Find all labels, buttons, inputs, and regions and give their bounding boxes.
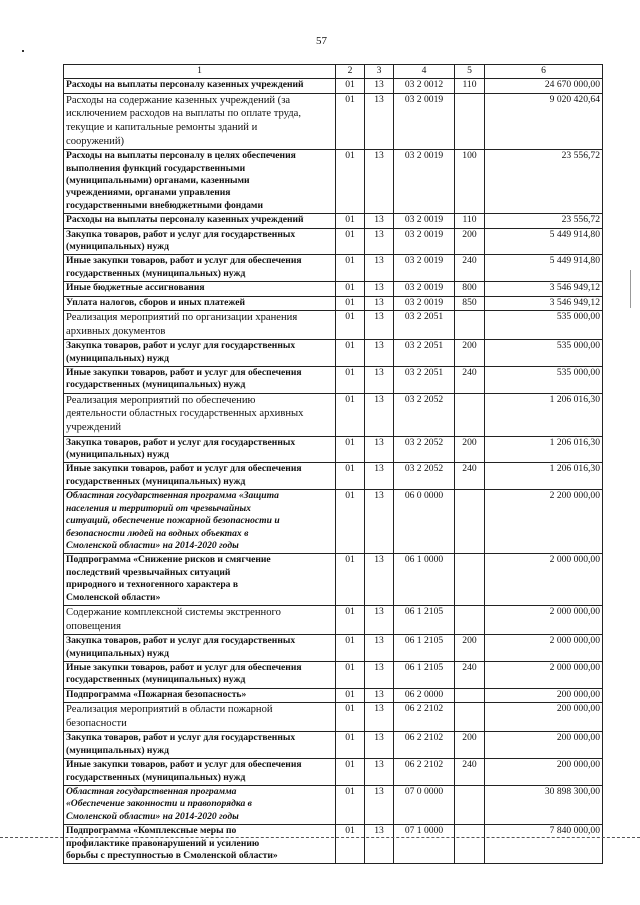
expense-type-code: 110 <box>455 79 485 93</box>
table-body <box>64 79 603 864</box>
subsection-code: 13 <box>365 732 394 759</box>
subsection-code: 13 <box>365 340 394 367</box>
expense-type-code <box>455 93 485 149</box>
row-name-line: Расходы на содержание казенных учреждений (за <box>66 94 291 106</box>
subsection-code: 13 <box>365 79 394 93</box>
row-name-line: Иные закупки товаров, работ и услуг для обеспечения <box>66 759 302 771</box>
amount: 535 000,00 <box>485 367 603 394</box>
row-name-line: Областная государственная программа <box>66 785 237 797</box>
row-name-line: Смоленской области» на 2014-2020 годы <box>66 810 239 822</box>
target-article-code: 03 2 2051 <box>394 311 455 340</box>
row-name-line: Реализация мероприятий по обеспечению <box>66 394 256 406</box>
row-name-line: Закупка товаров, работ и услуг для государственных <box>66 436 296 448</box>
scan-speck <box>22 50 24 52</box>
amount: 24 670 000,00 <box>485 79 603 93</box>
target-article-code: 03 2 2052 <box>394 436 455 463</box>
table-row <box>64 282 603 296</box>
expense-type-code <box>455 311 485 340</box>
row-name-line: учреждений <box>66 422 122 434</box>
row-name <box>64 732 336 759</box>
section-code: 01 <box>336 436 365 463</box>
row-name <box>64 296 336 310</box>
table-row <box>64 825 603 864</box>
target-article-code: 06 1 0000 <box>394 554 455 606</box>
row-name-line: Расходы на выплаты персоналу в целях обеспечения <box>66 150 296 162</box>
row-name-line: (муниципальных) нужд <box>66 744 169 756</box>
row-name-line: Закупка товаров, работ и услуг для государственных <box>66 732 296 744</box>
subsection-code: 13 <box>365 228 394 255</box>
expense-type-code: 850 <box>455 296 485 310</box>
expense-type-code: 200 <box>455 732 485 759</box>
section-code: 01 <box>336 150 365 214</box>
section-code: 01 <box>336 228 365 255</box>
table-row <box>64 661 603 688</box>
row-name-line: Содержание комплексной системы экстренного <box>66 606 281 618</box>
target-article-code: 06 2 0000 <box>394 688 455 702</box>
section-code: 01 <box>336 635 365 662</box>
subsection-code: 13 <box>365 635 394 662</box>
amount: 9 020 420,64 <box>485 93 603 149</box>
amount: 2 200 000,00 <box>485 490 603 554</box>
row-name-line: Смоленской области» <box>66 591 161 603</box>
amount: 535 000,00 <box>485 340 603 367</box>
row-name-line: Иные закупки товаров, работ и услуг для обеспечения <box>66 661 302 673</box>
amount: 30 898 300,00 <box>485 785 603 824</box>
table-row <box>64 688 603 702</box>
row-name-line: борьбы с преступностью в Смоленской области» <box>66 850 278 861</box>
expense-type-code: 240 <box>455 367 485 394</box>
table-row <box>64 228 603 255</box>
row-name-line: Подпрограмма «Пожарная безопасность» <box>66 688 247 700</box>
row-name-line: государственными внебюджетными фондами <box>66 199 263 211</box>
target-article-code: 03 2 2051 <box>394 367 455 394</box>
target-article-code: 03 2 0012 <box>394 79 455 93</box>
row-name <box>64 393 336 436</box>
row-name-line: Иные закупки товаров, работ и услуг для обеспечения <box>66 463 302 475</box>
fold-line <box>0 837 640 838</box>
section-code: 01 <box>336 79 365 93</box>
section-code: 01 <box>336 255 365 282</box>
section-code: 01 <box>336 282 365 296</box>
row-name-line: деятельности областных государственных архивных <box>66 408 304 420</box>
amount: 2 000 000,00 <box>485 635 603 662</box>
subsection-code: 13 <box>365 367 394 394</box>
target-article-code: 03 2 0019 <box>394 282 455 296</box>
subsection-code: 13 <box>365 282 394 296</box>
table-row <box>64 605 603 634</box>
row-name <box>64 463 336 490</box>
row-name-line: (муниципальными) органами, казенными <box>66 175 250 186</box>
row-name-line: Смоленской области» на 2014-2020 годы <box>66 539 239 551</box>
scan-edge-mark <box>630 270 631 308</box>
section-code: 01 <box>336 785 365 824</box>
table-header-row <box>64 65 603 79</box>
amount: 5 449 914,80 <box>485 255 603 282</box>
row-name-line: государственных (муниципальных) нужд <box>66 267 246 279</box>
target-article-code: 06 2 2102 <box>394 732 455 759</box>
expense-type-code <box>455 490 485 554</box>
target-article-code: 03 2 0019 <box>394 228 455 255</box>
row-name <box>64 150 336 214</box>
row-name-line: (муниципальных) нужд <box>66 352 169 364</box>
target-article-code: 06 1 2105 <box>394 661 455 688</box>
section-code: 01 <box>336 661 365 688</box>
section-code: 01 <box>336 463 365 490</box>
table-row <box>64 311 603 340</box>
target-article-code: 07 1 0000 <box>394 825 455 864</box>
table-row <box>64 367 603 394</box>
row-name <box>64 759 336 786</box>
subsection-code: 13 <box>365 554 394 606</box>
section-code: 01 <box>336 296 365 310</box>
amount: 200 000,00 <box>485 759 603 786</box>
table-row <box>64 296 603 310</box>
row-name-line: Расходы на выплаты персоналу казенных учреждений <box>66 79 304 91</box>
expense-type-code: 110 <box>455 214 485 228</box>
section-code: 01 <box>336 688 365 702</box>
expense-type-code <box>455 554 485 606</box>
row-name-line: природного и техногенного характера в <box>66 579 239 591</box>
row-name <box>64 605 336 634</box>
amount: 200 000,00 <box>485 703 603 732</box>
row-name <box>64 311 336 340</box>
section-code: 01 <box>336 759 365 786</box>
header-col-3: 3 <box>365 65 394 79</box>
table-row <box>64 340 603 367</box>
target-article-code: 06 1 2105 <box>394 635 455 662</box>
row-name <box>64 340 336 367</box>
target-article-code: 03 2 0019 <box>394 214 455 228</box>
header-col-2: 2 <box>336 65 365 79</box>
target-article-code: 03 2 2052 <box>394 393 455 436</box>
amount: 23 556,72 <box>485 214 603 228</box>
row-name-line: (муниципальных) нужд <box>66 449 169 461</box>
subsection-code: 13 <box>365 393 394 436</box>
section-code: 01 <box>336 393 365 436</box>
row-name-line: Областная государственная программа «Защита <box>66 490 279 502</box>
table-row <box>64 635 603 662</box>
row-name-line: исключением расходов на выплаты по оплате труда, <box>66 108 302 120</box>
subsection-code: 13 <box>365 688 394 702</box>
subsection-code: 13 <box>365 703 394 732</box>
amount: 200 000,00 <box>485 732 603 759</box>
expense-type-code: 240 <box>455 759 485 786</box>
row-name <box>64 490 336 554</box>
row-name-line: Закупка товаров, работ и услуг для государственных <box>66 635 296 647</box>
subsection-code: 13 <box>365 661 394 688</box>
row-name <box>64 635 336 662</box>
section-code: 01 <box>336 554 365 606</box>
row-name <box>64 93 336 149</box>
row-name-line: Уплата налогов, сборов и иных платежей <box>66 296 246 308</box>
section-code: 01 <box>336 703 365 732</box>
row-name-line: Расходы на выплаты персоналу казенных учреждений <box>66 214 304 226</box>
expense-type-code <box>455 703 485 732</box>
row-name-line: безопасности людей на водных объектах в <box>66 527 249 539</box>
expense-type-code: 200 <box>455 228 485 255</box>
subsection-code: 13 <box>365 150 394 214</box>
target-article-code: 06 2 2102 <box>394 703 455 732</box>
row-name-line: учреждениями, органами управления <box>66 187 231 199</box>
row-name <box>64 554 336 606</box>
row-name-line: последствий чрезвычайных ситуаций <box>66 566 231 578</box>
row-name-line: оповещения <box>66 620 121 632</box>
target-article-code: 03 2 0019 <box>394 93 455 149</box>
subsection-code: 13 <box>365 490 394 554</box>
target-article-code: 03 2 0019 <box>394 296 455 310</box>
target-article-code: 03 2 2052 <box>394 463 455 490</box>
row-name-line: «Обеспечение законности и правопорядка в <box>66 798 252 810</box>
expense-type-code <box>455 393 485 436</box>
target-article-code: 06 1 2105 <box>394 605 455 634</box>
subsection-code: 13 <box>365 93 394 149</box>
target-article-code: 07 0 0000 <box>394 785 455 824</box>
amount: 3 546 949,12 <box>485 296 603 310</box>
table-row <box>64 759 603 786</box>
expense-type-code: 240 <box>455 255 485 282</box>
expense-type-code <box>455 785 485 824</box>
table-row <box>64 463 603 490</box>
expense-type-code: 200 <box>455 635 485 662</box>
amount: 3 546 949,12 <box>485 282 603 296</box>
row-name-line: (муниципальных) нужд <box>66 241 169 253</box>
expense-type-code <box>455 688 485 702</box>
table-row <box>64 554 603 606</box>
subsection-code: 13 <box>365 214 394 228</box>
row-name <box>64 282 336 296</box>
section-code: 01 <box>336 340 365 367</box>
table-row <box>64 785 603 824</box>
section-code: 01 <box>336 825 365 864</box>
row-name <box>64 703 336 732</box>
row-name-line: выполнения функций государственными <box>66 162 246 174</box>
expense-type-code: 800 <box>455 282 485 296</box>
row-name <box>64 688 336 702</box>
budget-table <box>63 64 603 864</box>
subsection-code: 13 <box>365 759 394 786</box>
expense-type-code <box>455 605 485 634</box>
row-name-line: сооружений) <box>66 135 125 147</box>
expense-type-code <box>455 825 485 864</box>
row-name-line: государственных (муниципальных) нужд <box>66 771 246 783</box>
subsection-code: 13 <box>365 296 394 310</box>
table-row <box>64 255 603 282</box>
section-code: 01 <box>336 490 365 554</box>
amount: 2 000 000,00 <box>485 605 603 634</box>
row-name-line: Реализация мероприятий в области пожарной <box>66 704 273 716</box>
row-name <box>64 255 336 282</box>
table-row <box>64 393 603 436</box>
row-name-line: Подпрограмма «Комплексные меры по <box>66 825 237 837</box>
subsection-code: 13 <box>365 825 394 864</box>
row-name-line: населения и территорий от чрезвычайных <box>66 502 251 514</box>
table-row <box>64 436 603 463</box>
row-name-line: Иные закупки товаров, работ и услуг для обеспечения <box>66 255 302 267</box>
target-article-code: 06 2 2102 <box>394 759 455 786</box>
row-name-line: архивных документов <box>66 325 166 337</box>
subsection-code: 13 <box>365 605 394 634</box>
amount: 1 206 016,30 <box>485 436 603 463</box>
amount: 200 000,00 <box>485 688 603 702</box>
expense-type-code: 240 <box>455 463 485 490</box>
target-article-code: 06 0 0000 <box>394 490 455 554</box>
row-name-line: ситуаций, обеспечение пожарной безопасности и <box>66 515 280 527</box>
row-name-line: безопасности <box>66 717 127 729</box>
amount: 2 000 000,00 <box>485 661 603 688</box>
expense-type-code: 240 <box>455 661 485 688</box>
table-row <box>64 93 603 149</box>
row-name-line: Подпрограмма «Снижение рисков и смягчение <box>66 554 271 566</box>
table-row <box>64 732 603 759</box>
table-row <box>64 490 603 554</box>
amount: 2 000 000,00 <box>485 554 603 606</box>
table-row <box>64 214 603 228</box>
row-name-line: Закупка товаров, работ и услуг для государственных <box>66 228 296 240</box>
row-name-line: государственных (муниципальных) нужд <box>66 475 246 487</box>
row-name <box>64 436 336 463</box>
row-name <box>64 79 336 93</box>
section-code: 01 <box>336 605 365 634</box>
table-row <box>64 150 603 214</box>
section-code: 01 <box>336 367 365 394</box>
target-article-code: 03 2 2051 <box>394 340 455 367</box>
row-name-line: (муниципальных) нужд <box>66 647 169 659</box>
section-code: 01 <box>336 732 365 759</box>
header-col-6: 6 <box>485 65 603 79</box>
row-name-line: Реализация мероприятий по организации хранения <box>66 312 298 324</box>
subsection-code: 13 <box>365 785 394 824</box>
row-name <box>64 367 336 394</box>
row-name-line: Иные закупки товаров, работ и услуг для обеспечения <box>66 367 302 379</box>
row-name-line: Иные бюджетные ассигнования <box>66 282 205 294</box>
table-row <box>64 79 603 93</box>
header-col-5: 5 <box>455 65 485 79</box>
row-name <box>64 661 336 688</box>
amount: 535 000,00 <box>485 311 603 340</box>
target-article-code: 03 2 0019 <box>394 255 455 282</box>
expense-type-code: 200 <box>455 340 485 367</box>
expense-type-code: 200 <box>455 436 485 463</box>
row-name <box>64 825 336 864</box>
amount: 5 449 914,80 <box>485 228 603 255</box>
amount: 7 840 000,00 <box>485 825 603 864</box>
section-code: 01 <box>336 311 365 340</box>
header-col-1: 1 <box>64 65 336 79</box>
section-code: 01 <box>336 93 365 149</box>
amount: 1 206 016,30 <box>485 393 603 436</box>
subsection-code: 13 <box>365 311 394 340</box>
subsection-code: 13 <box>365 463 394 490</box>
row-name-line: Закупка товаров, работ и услуг для государственных <box>66 340 296 352</box>
row-name <box>64 228 336 255</box>
row-name-line: профилактике правонарушений и усилению <box>66 837 260 849</box>
subsection-code: 13 <box>365 436 394 463</box>
page-number: 57 <box>316 35 327 47</box>
amount: 23 556,72 <box>485 150 603 214</box>
subsection-code: 13 <box>365 255 394 282</box>
row-name-line: государственных (муниципальных) нужд <box>66 379 246 391</box>
expense-type-code: 100 <box>455 150 485 214</box>
row-name <box>64 785 336 824</box>
row-name-line: государственных (муниципальных) нужд <box>66 674 246 686</box>
table-row <box>64 703 603 732</box>
row-name-line: текущие и капитальные ремонты зданий и <box>66 122 258 133</box>
header-col-4: 4 <box>394 65 455 79</box>
target-article-code: 03 2 0019 <box>394 150 455 214</box>
section-code: 01 <box>336 214 365 228</box>
row-name <box>64 214 336 228</box>
amount: 1 206 016,30 <box>485 463 603 490</box>
